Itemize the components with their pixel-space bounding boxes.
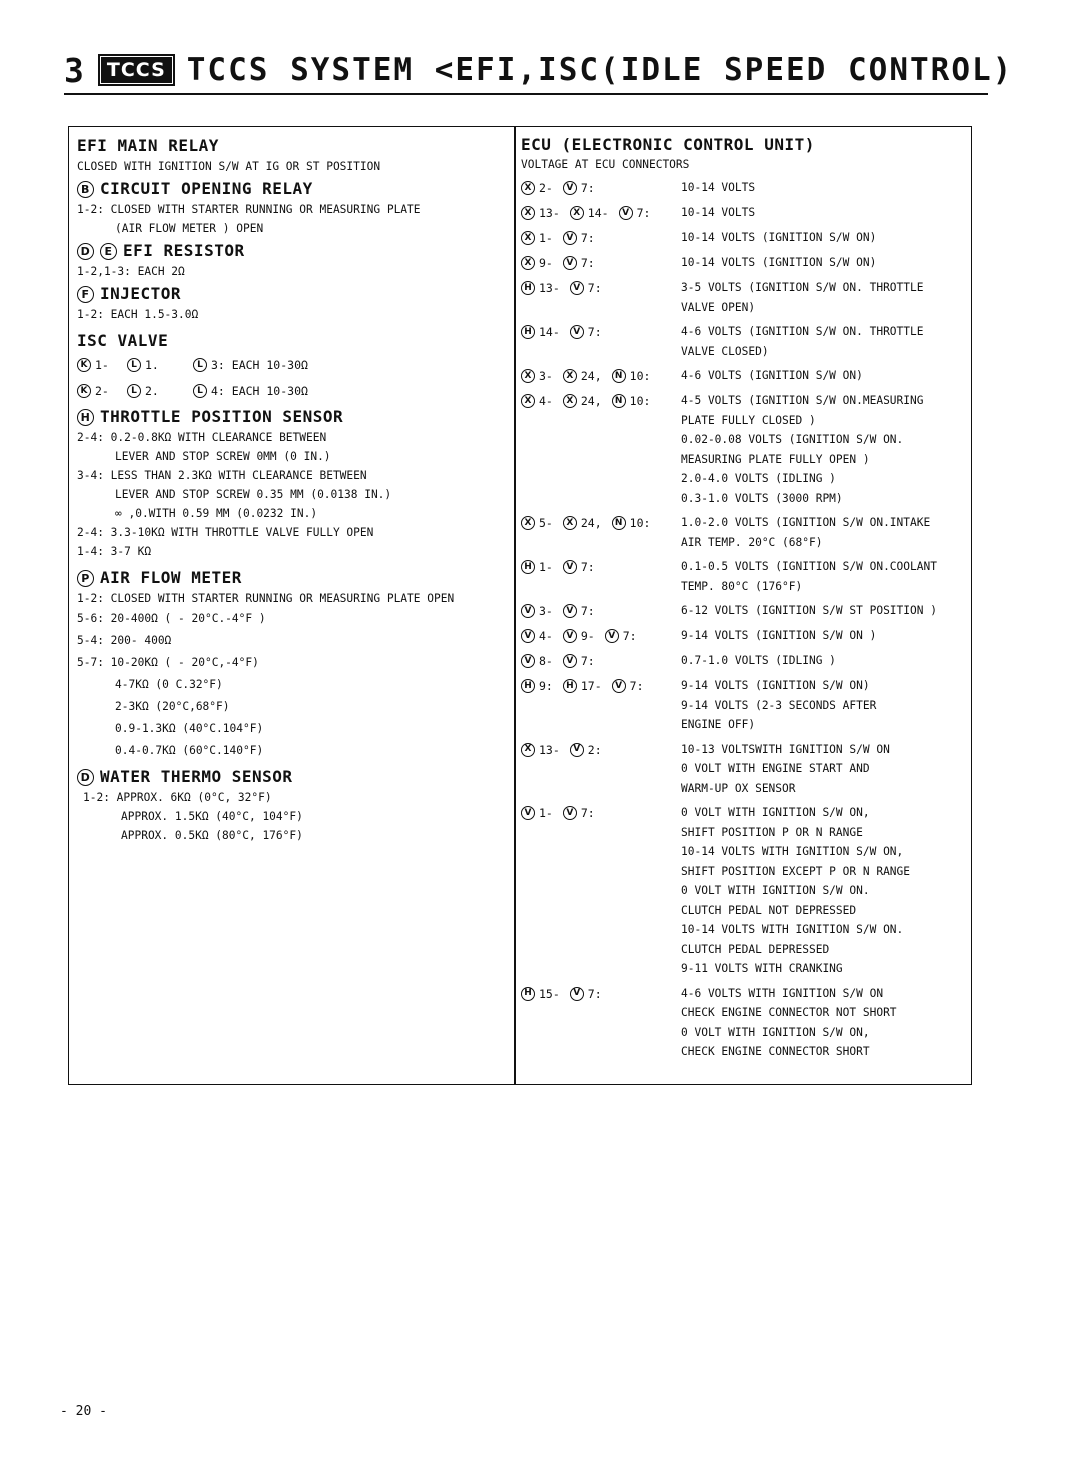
left-column: [77, 133, 511, 845]
connector-mark-icon: V: [521, 629, 535, 643]
tccs-logo: [98, 54, 175, 86]
page-header: [64, 48, 1014, 92]
ecu-row: [521, 178, 967, 198]
ecu-pins: [521, 366, 681, 386]
ecu-pins: [521, 676, 681, 696]
voltage-spec: 0.3-1.0 VOLTS (3000 RPM): [681, 491, 843, 505]
voltage-spec: 3-5 VOLTS (IGNITION S/W ON. THROTTLE: [681, 281, 924, 294]
right-column: [521, 132, 967, 1062]
voltage-spec: 10-14 VOLTS (IGNITION S/W ON): [681, 231, 877, 244]
pin-label: 9-: [539, 256, 553, 270]
ecu-values: [681, 676, 967, 735]
spec-line: 5-6: 20-400Ω ( - 20°C.-4°F ): [77, 612, 266, 625]
voltage-spec: CHECK ENGINE CONNECTOR NOT SHORT: [681, 1006, 897, 1019]
ecu-values: [681, 203, 967, 223]
voltage-spec: SHIFT POSITION EXCEPT P OR N RANGE: [681, 864, 911, 878]
ecu-voltage-list: [521, 178, 967, 1062]
voltage-spec: 10-14 VOLTS (IGNITION S/W ON): [681, 256, 877, 269]
ecu-row: [521, 513, 967, 552]
ecu-pins: [521, 178, 681, 198]
voltage-spec: 0.02-0.08 VOLTS (IGNITION S/W ON.: [681, 433, 904, 446]
pin-label: 2-: [95, 384, 109, 398]
pin-label: 3-: [539, 369, 553, 383]
header-rule: [64, 93, 988, 95]
connector-mark-icon: V: [570, 281, 584, 295]
pin-label: 10:: [629, 394, 651, 408]
isc-valve-title: ISC VALVE: [77, 331, 169, 350]
spec-line: LEVER AND STOP SCREW 0MM (0 IN.): [115, 450, 331, 463]
section-number: 3: [64, 50, 84, 90]
spec-line: (AIR FLOW METER ) OPEN: [115, 222, 264, 235]
pin-label: 4: EACH 10-30Ω: [211, 384, 308, 398]
ecu-pins: [521, 740, 681, 760]
connector-mark-icon: B: [77, 181, 94, 198]
ecu-row: [521, 651, 967, 671]
ecu-values: [681, 253, 967, 273]
voltage-spec: 9-14 VOLTS (IGNITION S/W ON ): [681, 629, 877, 642]
ecu-pins: [521, 651, 681, 671]
spec-line: 0.4-0.7KΩ (60°C.140°F): [115, 744, 264, 757]
pin-label: 24,: [580, 516, 602, 530]
voltage-spec: WARM-UP OX SENSOR: [681, 781, 796, 795]
ecu-pins: [521, 557, 681, 577]
ecu-pins: [521, 203, 681, 223]
voltage-spec: 0.7-1.0 VOLTS (IDLING ): [681, 654, 836, 667]
connector-mark-icon: V: [521, 604, 535, 618]
voltage-spec: 4-6 VOLTS WITH IGNITION S/W ON: [681, 986, 884, 1000]
connector-mark-icon: X: [563, 394, 577, 408]
connector-mark-icon: X: [521, 516, 535, 530]
ecu-pins: [521, 803, 681, 823]
connector-mark-icon: L: [127, 358, 141, 372]
pin-label: 24,: [580, 369, 602, 383]
spec-line: 1-2: CLOSED WITH STARTER RUNNING OR MEASURING PLATE: [77, 203, 421, 216]
connector-mark-icon: V: [563, 560, 577, 574]
voltage-spec: CLUTCH PEDAL DEPRESSED: [681, 942, 830, 956]
ecu-values: [681, 366, 967, 386]
ecu-pins: [521, 984, 681, 1004]
connector-mark-icon: V: [563, 231, 577, 245]
connector-mark-icon: V: [563, 806, 577, 820]
connector-mark-icon: H: [521, 325, 535, 339]
pin-label: 7:: [580, 181, 595, 195]
circuit-opening-relay-title: CIRCUIT OPENING RELAY: [100, 179, 313, 198]
ecu-values: [681, 626, 967, 646]
pin-label: 15-: [539, 986, 560, 1001]
throttle-position-sensor-heading: [77, 406, 511, 428]
connector-mark-icon: X: [521, 256, 535, 270]
ecu-values: [681, 178, 967, 198]
connector-mark-icon: N: [612, 394, 626, 408]
ecu-row: [521, 322, 967, 361]
pin-label: 1-: [539, 231, 553, 245]
connector-mark-icon: K: [77, 358, 91, 372]
connector-mark-icon: H: [521, 679, 535, 693]
ecu-pins: [521, 601, 681, 621]
voltage-spec: CHECK ENGINE CONNECTOR SHORT: [681, 1045, 870, 1058]
connector-mark-icon: V: [521, 654, 535, 668]
pin-label: 1.: [145, 358, 159, 372]
pin-label: 7:: [580, 231, 595, 245]
connector-mark-icon: X: [521, 206, 535, 220]
pin-label: 14-: [539, 325, 560, 339]
pin-label: 24,: [580, 394, 602, 408]
pin-label: 7:: [580, 806, 595, 820]
ecu-pins: [521, 228, 681, 248]
isc-valve-row: [77, 352, 511, 378]
connector-mark-icon: K: [77, 384, 91, 398]
ecu-pins: [521, 626, 681, 646]
injector-heading: [77, 283, 511, 305]
connector-mark-icon: V: [563, 181, 577, 195]
connector-mark-icon: H: [521, 560, 535, 574]
pin-label: 7:: [587, 281, 602, 295]
pin-label: 10:: [629, 516, 651, 530]
ecu-row: [521, 278, 967, 317]
spec-line: 1-4: 3-7 KΩ: [77, 545, 152, 558]
spec-line: LEVER AND STOP SCREW 0.35 MM (0.0138 IN.): [115, 488, 392, 501]
connector-mark-icon: V: [521, 806, 535, 820]
spec-line: 5-4: 200- 400Ω: [77, 634, 172, 647]
ecu-row: [521, 601, 967, 621]
pin-label: 7:: [622, 629, 637, 643]
connector-mark-icon: X: [570, 206, 584, 220]
ecu-values: [681, 391, 967, 508]
pin-label: 1-: [95, 358, 109, 372]
page-number: - 20 -: [60, 1404, 107, 1419]
pin-label: 7:: [587, 986, 602, 1001]
ecu-values: [681, 228, 967, 248]
ecu-row: [521, 984, 967, 1062]
ecu-values: [681, 740, 967, 799]
voltage-spec: 1.0-2.0 VOLTS (IGNITION S/W ON.INTAKE: [681, 516, 931, 529]
voltage-spec: SHIFT POSITION P OR N RANGE: [681, 825, 863, 839]
pin-label: 1-: [539, 806, 553, 820]
pin-label: 7:: [580, 256, 595, 270]
ecu-row: [521, 228, 967, 248]
voltage-spec: ENGINE OFF): [681, 718, 756, 731]
voltage-spec: PLATE FULLY CLOSED ): [681, 413, 816, 427]
ecu-values: [681, 513, 967, 552]
connector-mark-icon: V: [619, 206, 633, 220]
voltage-spec: 0 VOLT WITH ENGINE START AND: [681, 762, 870, 775]
ecu-row: [521, 391, 967, 508]
connector-mark-icon: L: [193, 358, 207, 372]
ecu-title: ECU (ELECTRONIC CONTROL UNIT): [521, 135, 815, 154]
pin-label: 7:: [587, 325, 602, 339]
ecu-pins: [521, 391, 681, 411]
pin-label: 2:: [587, 742, 602, 757]
efi-main-relay-title: EFI MAIN RELAY: [77, 136, 219, 155]
pin-label: 5-: [539, 516, 553, 530]
spec-line: 1-2: APPROX. 6KΩ (0°C, 32°F): [83, 791, 272, 804]
air-flow-meter-heading: [77, 567, 511, 589]
ecu-row: [521, 740, 967, 799]
ecu-row: [521, 676, 967, 735]
connector-mark-icon: P: [77, 570, 94, 587]
isc-valve-row: [77, 378, 511, 404]
pin-label: 3-: [539, 604, 553, 618]
pin-label: 7:: [580, 604, 595, 618]
voltage-spec: CLUTCH PEDAL NOT DEPRESSED: [681, 903, 857, 917]
pin-label: 7:: [580, 654, 595, 668]
connector-mark-icon: D: [77, 769, 94, 786]
spec-line: APPROX. 1.5KΩ (40°C, 104°F): [121, 810, 303, 823]
voltage-spec: 0.1-0.5 VOLTS (IGNITION S/W ON.COOLANT: [681, 560, 937, 573]
pin-label: 13-: [539, 206, 560, 220]
connector-mark-icon: X: [521, 743, 535, 757]
voltage-spec: 10-14 VOLTS WITH IGNITION S/W ON.: [681, 923, 904, 936]
spec-line: 2-4: 3.3-10KΩ WITH THROTTLE VALVE FULLY OPEN: [77, 526, 374, 539]
pin-label: 3: EACH 10-30Ω: [211, 358, 308, 372]
connector-mark-icon: H: [563, 679, 577, 693]
pin-label: 7:: [580, 560, 595, 574]
pin-label: 2-: [539, 181, 553, 195]
spec-line: ∞ ,0.WITH 0.59 MM (0.0232 IN.): [115, 507, 318, 520]
connector-mark-icon: L: [193, 384, 207, 398]
ecu-row: [521, 253, 967, 273]
ecu-pins: [521, 253, 681, 273]
injector-title: INJECTOR: [100, 284, 182, 303]
ecu-row: [521, 203, 967, 223]
efi-resistor-title: EFI RESISTOR: [123, 241, 245, 260]
voltage-spec: VALVE OPEN): [681, 300, 756, 314]
connector-mark-icon: V: [563, 604, 577, 618]
voltage-spec: 10-13 VOLTSWITH IGNITION S/W ON: [681, 742, 890, 756]
connector-mark-icon: V: [570, 987, 584, 1001]
spec-line: 1-2: EACH 1.5-3.0Ω: [77, 308, 199, 321]
connector-mark-icon: H: [521, 987, 535, 1001]
ecu-pins: [521, 513, 681, 533]
pin-label: 9-: [580, 629, 595, 643]
connector-mark-icon: V: [563, 256, 577, 270]
voltage-spec: 4-6 VOLTS (IGNITION S/W ON): [681, 369, 863, 382]
connector-mark-icon: V: [570, 325, 584, 339]
spec-line: 4-7KΩ (0 C.32°F): [115, 678, 223, 691]
pin-label: 4-: [539, 394, 553, 408]
voltage-spec: 4-6 VOLTS (IGNITION S/W ON. THROTTLE: [681, 325, 924, 338]
pin-label: 7:: [636, 206, 651, 220]
air-flow-meter-title: AIR FLOW METER: [100, 568, 242, 587]
tccs-logo-text: TCCS: [101, 57, 172, 83]
spec-line: APPROX. 0.5KΩ (80°C, 176°F): [121, 829, 303, 842]
voltage-spec: VALVE CLOSED): [681, 344, 769, 358]
ecu-pins: [521, 322, 681, 342]
connector-mark-icon: X: [563, 369, 577, 383]
spec-line: CLOSED WITH IGNITION S/W AT IG OR ST POSITION: [77, 160, 381, 173]
connector-mark-icon: V: [605, 629, 619, 643]
ecu-values: [681, 557, 967, 596]
ecu-row: [521, 366, 967, 386]
ecu-values: [681, 322, 967, 361]
voltage-spec: 10-14 VOLTS: [681, 206, 756, 219]
connector-mark-icon: V: [612, 679, 626, 693]
connector-mark-icon: V: [563, 629, 577, 643]
ecu-values: [681, 278, 967, 317]
spec-line: 2-3KΩ (20°C,68°F): [115, 700, 230, 713]
connector-mark-icon: H: [521, 281, 535, 295]
water-thermo-sensor-title: WATER THERMO SENSOR: [100, 767, 293, 786]
ecu-values: [681, 803, 967, 979]
connector-mark-icon: H: [77, 409, 94, 426]
ecu-pins: [521, 278, 681, 298]
pin-label: 8-: [539, 654, 553, 668]
ecu-values: [681, 984, 967, 1062]
spec-line: 5-7: 10-20KΩ ( - 20°C,-4°F): [77, 656, 259, 669]
spec-line: 2-4: 0.2-0.8KΩ WITH CLEARANCE BETWEEN: [77, 431, 327, 444]
connector-mark-icon: N: [612, 369, 626, 383]
connector-mark-icon: V: [563, 654, 577, 668]
column-divider: [514, 127, 516, 1084]
voltage-spec: 9-14 VOLTS (2-3 SECONDS AFTER: [681, 698, 877, 712]
circuit-opening-relay-heading: [77, 178, 511, 200]
voltage-spec: 9-14 VOLTS (IGNITION S/W ON): [681, 679, 870, 692]
connector-mark-icon: X: [521, 181, 535, 195]
voltage-spec: 10-14 VOLTS: [681, 181, 756, 194]
pin-label: 14-: [587, 206, 609, 220]
pin-label: 13-: [539, 281, 560, 295]
water-thermo-sensor-heading: [77, 766, 511, 788]
pin-label: 13-: [539, 742, 560, 757]
voltage-spec: TEMP. 80°C (176°F): [681, 579, 803, 593]
spec-line: 3-4: LESS THAN 2.3KΩ WITH CLEARANCE BETWEEN: [77, 469, 367, 482]
spec-table: [68, 126, 972, 1085]
connector-mark-icon: X: [563, 516, 577, 530]
voltage-spec: 6-12 VOLTS (IGNITION S/W ST POSITION ): [681, 604, 937, 617]
voltage-spec: 2.0-4.0 VOLTS (IDLING ): [681, 472, 836, 485]
pin-label: 4-: [539, 629, 553, 643]
connector-mark-icon: E: [100, 243, 117, 260]
voltage-spec: AIR TEMP. 20°C (68°F): [681, 535, 823, 549]
pin-label: 9:: [539, 679, 553, 693]
throttle-position-sensor-title: THROTTLE POSITION SENSOR: [100, 407, 344, 426]
spec-line: 1-2,1-3: EACH 2Ω: [77, 265, 185, 278]
connector-mark-icon: X: [521, 394, 535, 408]
ecu-values: [681, 651, 967, 671]
efi-resistor-heading: [77, 240, 511, 262]
voltage-spec: 10-14 VOLTS WITH IGNITION S/W ON,: [681, 845, 904, 858]
connector-mark-icon: X: [521, 369, 535, 383]
voltage-spec: 0 VOLT WITH IGNITION S/W ON,: [681, 1025, 870, 1039]
voltage-spec: MEASURING PLATE FULLY OPEN ): [681, 452, 870, 466]
ecu-values: [681, 601, 967, 621]
ecu-row: [521, 626, 967, 646]
connector-mark-icon: F: [77, 286, 94, 303]
pin-label: 2.: [145, 384, 159, 398]
connector-mark-icon: N: [612, 516, 626, 530]
pin-label: 7:: [629, 679, 644, 693]
ecu-row: [521, 803, 967, 979]
connector-mark-icon: D: [77, 243, 94, 260]
voltage-spec: 0 VOLT WITH IGNITION S/W ON,: [681, 806, 870, 819]
pin-label: 17-: [580, 679, 602, 693]
spec-line: 0.9-1.3KΩ (40°C.104°F): [115, 722, 264, 735]
voltage-spec: 9-11 VOLTS WITH CRANKING: [681, 962, 843, 975]
voltage-spec: 4-5 VOLTS (IGNITION S/W ON.MEASURING: [681, 394, 924, 407]
pin-label: 1-: [539, 560, 553, 574]
connector-mark-icon: L: [127, 384, 141, 398]
connector-mark-icon: V: [570, 743, 584, 757]
connector-mark-icon: X: [521, 231, 535, 245]
ecu-row: [521, 557, 967, 596]
page-title: TCCS SYSTEM <EFI,ISC(IDLE SPEED CONTROL): [186, 52, 1014, 88]
ecu-subtitle: VOLTAGE AT ECU CONNECTORS: [521, 158, 690, 171]
voltage-spec: 0 VOLT WITH IGNITION S/W ON.: [681, 884, 870, 897]
spec-line: 1-2: CLOSED WITH STARTER RUNNING OR MEASURING PLATE OPEN: [77, 592, 455, 605]
pin-label: 10:: [629, 369, 651, 383]
